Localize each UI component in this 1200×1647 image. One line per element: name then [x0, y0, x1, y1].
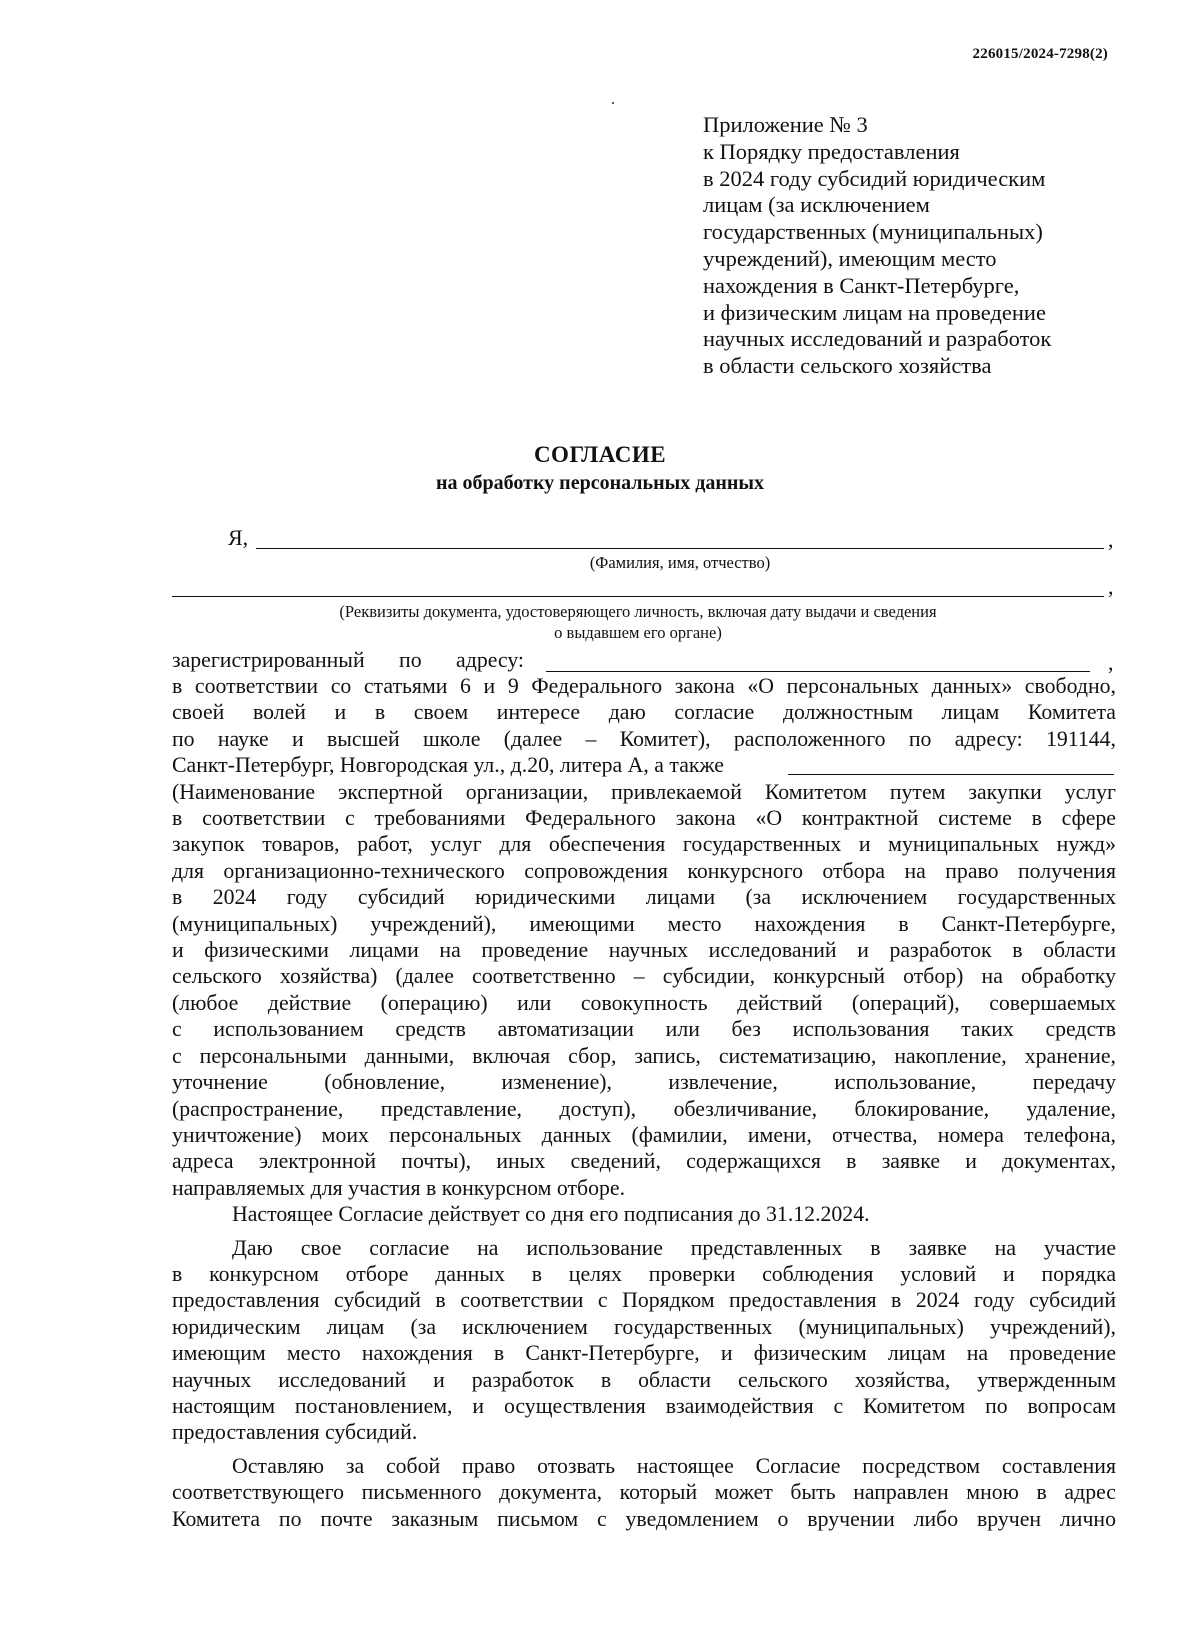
- text-line: имеющим место нахождения в Санкт-Петербурге, и физическим лицам на проведение: [172, 1341, 1116, 1366]
- text-line: уничтожение) моих персональных данных (фамилии, имени, отчества, номера телефона,: [172, 1122, 1116, 1147]
- revoke-paragraph: [172, 1453, 1116, 1532]
- appendix-line: к Порядку предоставления: [703, 138, 960, 164]
- appendix-line: учреждений), имеющим место: [703, 245, 997, 271]
- text-line: (любое действие (операцию) или совокупность действий (операций), совершаемых: [172, 990, 1116, 1015]
- name-caption: (Фамилия, имя, отчество): [589, 553, 771, 572]
- appendix-line: в области сельского хозяйства: [703, 353, 992, 379]
- id-document-field-line[interactable]: [172, 596, 1104, 597]
- text-line: в 2024 году субсидий юридическими лицами (за исключением государственных: [172, 885, 1116, 910]
- document-title: СОГЛАСИЕ: [533, 442, 667, 467]
- id-caption-line2: о выдавшем его органе): [554, 623, 722, 642]
- validity-paragraph: Настоящее Согласие действует со дня его подписания до 31.12.2024.: [232, 1202, 870, 1227]
- address-field-line[interactable]: [546, 671, 1090, 672]
- document-number: 226015/2024-7298(2): [972, 46, 1108, 62]
- id-caption-line1: (Реквизиты документа, удостоверяющего личность, включая дату выдачи и сведения: [339, 602, 937, 621]
- text-line: адреса электронной почты), иных сведений, содержащихся в заявке и документах,: [172, 1149, 1116, 1174]
- text-line: в соответствии с требованиями Федерального закона «О контрактной системе в сфере: [172, 806, 1116, 831]
- name-comma: ,: [1108, 527, 1114, 552]
- text-line: своей волей и в своем интересе даю согласие должностным лицам Комитета: [172, 700, 1116, 725]
- text-line: сельского хозяйства) (далее соответственно – субсидии, конкурсный отбор) на обработку: [172, 964, 1116, 989]
- document-subtitle: на обработку персональных данных: [436, 472, 764, 494]
- text-line: Санкт-Петербург, Новгородская ул., д.20, литера А, а также: [172, 753, 724, 778]
- consent-main-paragraph: [172, 673, 1116, 1532]
- text-line: в конкурсном отборе данных в целях проверки соблюдения условий и порядка: [172, 1261, 1116, 1286]
- text-line: (муниципальных) учреждений), имеющими место нахождения в Санкт-Петербурге,: [172, 911, 1116, 936]
- address-comma: ,: [1108, 650, 1114, 675]
- appendix-line: нахождения в Санкт-Петербурге,: [703, 272, 1020, 298]
- text-line: направляемых для участия в конкурсном отборе.: [172, 1175, 626, 1200]
- text-line: в соответствии со статьями 6 и 9 Федерального закона «О персональных данных» свободно,: [172, 674, 1116, 698]
- expert-organization-field-line[interactable]: [788, 774, 1114, 775]
- text-line: (Наименование экспертной организации, привлекаемой Комитетом путем закупки услуг: [172, 779, 1116, 804]
- text-line: с использованием средств автоматизации или без использования таких средств: [172, 1017, 1116, 1042]
- text-line: для организационно-технического сопровождения конкурсного отбора на право получения: [172, 858, 1116, 883]
- appendix-line: государственных (муниципальных): [703, 219, 1043, 245]
- text-line: юридическим лицам (за исключением государственных (муниципальных) учреждений),: [172, 1314, 1116, 1339]
- text-line: уточнение (обновление, изменение), извлечение, использование, передачу: [172, 1070, 1116, 1095]
- text-line: научных исследований и разработок в области сельского хозяйства, утвержденным: [172, 1367, 1116, 1392]
- appendix-block: [703, 112, 1143, 380]
- purpose-paragraph: [172, 1235, 1116, 1446]
- appendix-line: лицам (за исключением: [703, 192, 930, 218]
- address-label: зарегистрированный по адресу:: [172, 648, 524, 672]
- text-line-with-field: [172, 752, 1116, 778]
- name-field-line[interactable]: [256, 548, 1104, 549]
- text-line: Оставляю за собой право отозвать настоящее Согласие посредством составления: [232, 1453, 1116, 1478]
- name-prefix: Я,: [228, 525, 249, 550]
- appendix-line: и физическим лицам на проведение: [703, 299, 1046, 325]
- id-comma: ,: [1108, 574, 1114, 599]
- appendix-line: Приложение № 3: [703, 112, 868, 137]
- text-line: предоставления субсидий.: [172, 1420, 418, 1445]
- text-line: по науке и высшей школе (далее – Комитет), расположенного по адресу: 191144,: [172, 726, 1116, 751]
- text-line: Даю свое согласие на использование представленных в заявке на участие: [232, 1235, 1116, 1260]
- text-line: Комитета по почте заказным письмом с уведомлением о вручении либо вручен лично: [172, 1506, 1116, 1531]
- text-line: с персональными данными, включая сбор, запись, систематизацию, накопление, хранение,: [172, 1043, 1116, 1068]
- text-line: предоставления субсидий в соответствии с Порядком предоставления в 2024 году субсидий: [172, 1288, 1116, 1313]
- scan-speck: [612, 102, 614, 104]
- appendix-line: в 2024 году субсидий юридическим: [703, 165, 1046, 191]
- text-line: настоящим постановлением, и осуществления взаимодействия с Комитетом по вопросам: [172, 1393, 1116, 1418]
- appendix-line: научных исследований и разработок: [703, 326, 1052, 352]
- text-line: и физическими лицами на проведение научных исследований и разработок в области: [172, 938, 1116, 963]
- text-line: закупок товаров, работ, услуг для обеспечения государственных и муниципальных нужд»: [172, 832, 1116, 857]
- text-line: соответствующего письменного документа, который может быть направлен мною в адрес: [172, 1480, 1116, 1505]
- text-line: (распространение, представление, доступ), обезличивание, блокирование, удаление,: [172, 1096, 1116, 1121]
